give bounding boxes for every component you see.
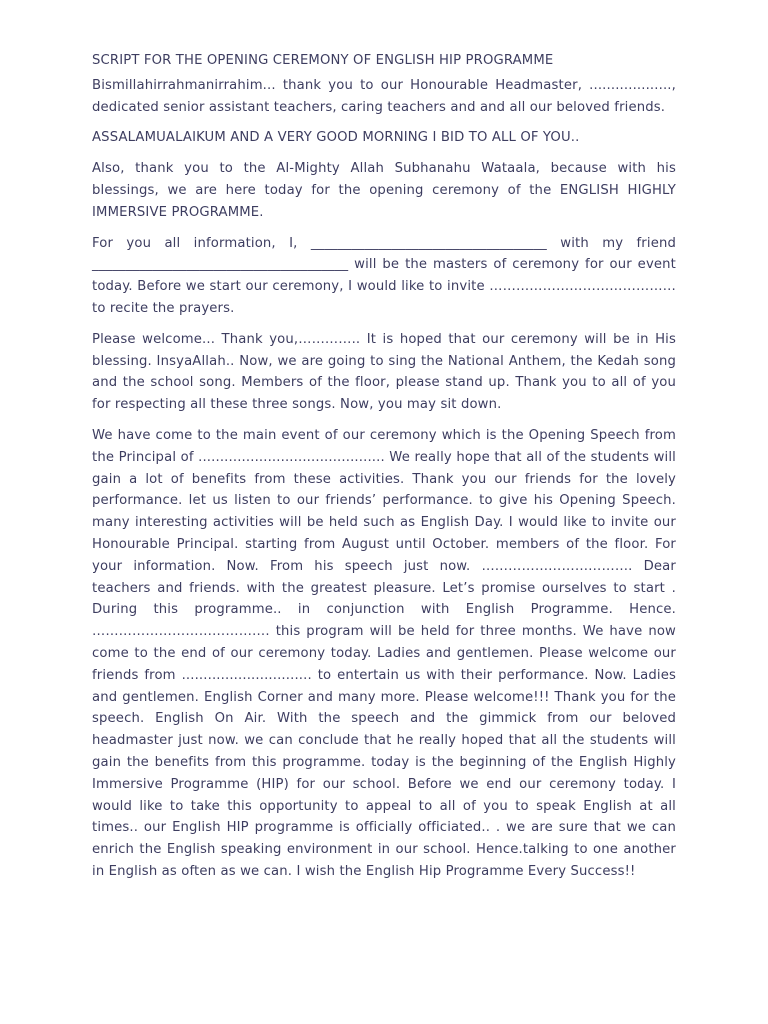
paragraph-main-event: We have come to the main event of our ceremony which is the Opening Speech from the Principal of ........................................... We really hope that all of the students will gain a lot of benefits from these activities. Thank you our friends for the lovely performance. let us listen to our friends’ performance. to give his Opening Speech. many interesting activities will be held such as English Day. I would like to invite our Honourable Principal. starting from August until October. members of the floor. For your information. Now. From his speech just now. ……………………………. Dear teachers and friends. with the greatest pleasure. Let’s promise ourselves to start . During this programme.. in conjunction with English Programme. Hence. …………………………………. this program will be held for three months. We have now come to the end of our ceremony today. Ladies and gentlemen. Please welcome our friends from .............................. to entertain us with their performance. Now. Ladies and gentlemen. English Corner and many more. Please welcome!!! Thank you for the speech. English On Air. With the speech and the gimmick from our beloved headmaster just now. we can conclude that he really hoped that all the students will gain the benefits from this programme. today is the beginning of the English Highly Immersive Programme (HIP) for our school. Before we end our ceremony today. I would like to take this opportunity to appeal to all of you to speak English at all times.. our English HIP programme is officially officiated.. . we are sure that we can enrich the English speaking environment in our school. Hence.talking to one another in English as often as we can. I wish the English Hip Programme Every Success!! <box>92 427 676 879</box>
document-title: SCRIPT FOR THE OPENING CEREMONY OF ENGLISH HIP PROGRAMME <box>92 53 554 68</box>
paragraph-salam: ASSALAMUALAIKUM AND A VERY GOOD MORNING I BID TO ALL OF YOU.. <box>92 130 580 146</box>
paragraph-greeting: Bismillahirrahmanirrahim... thank you to our Honourable Headmaster, ..................., dedicated senior assistant teachers, caring teachers and and all our beloved friends. <box>92 77 676 115</box>
paragraph-songs: Please welcome... Thank you,………….. It is hoped that our ceremony will be in His blessing. InsyaAllah.. Now, we are going to sing the National Anthem, the Kedah song and the school song. Members of the floor, please stand up. Thank you to all of you for respecting all these three songs. Now, you may sit down. <box>92 331 676 413</box>
paragraph-thanks: Also, thank you to the Al-Mighty Allah Subhanahu Wataala, because with his blessings, we are here today for the opening ceremony of the ENGLISH HIGHLY IMMERSIVE PROGRAMME. <box>92 161 676 220</box>
paragraph-masters-of-ceremony: For you all information, I, ___________________________________ with my friend ______________________________________ will be the masters of ceremony for our event today. Before we start our ceremony, I would like to invite ……………………………………to recite the prayers. <box>92 235 676 316</box>
